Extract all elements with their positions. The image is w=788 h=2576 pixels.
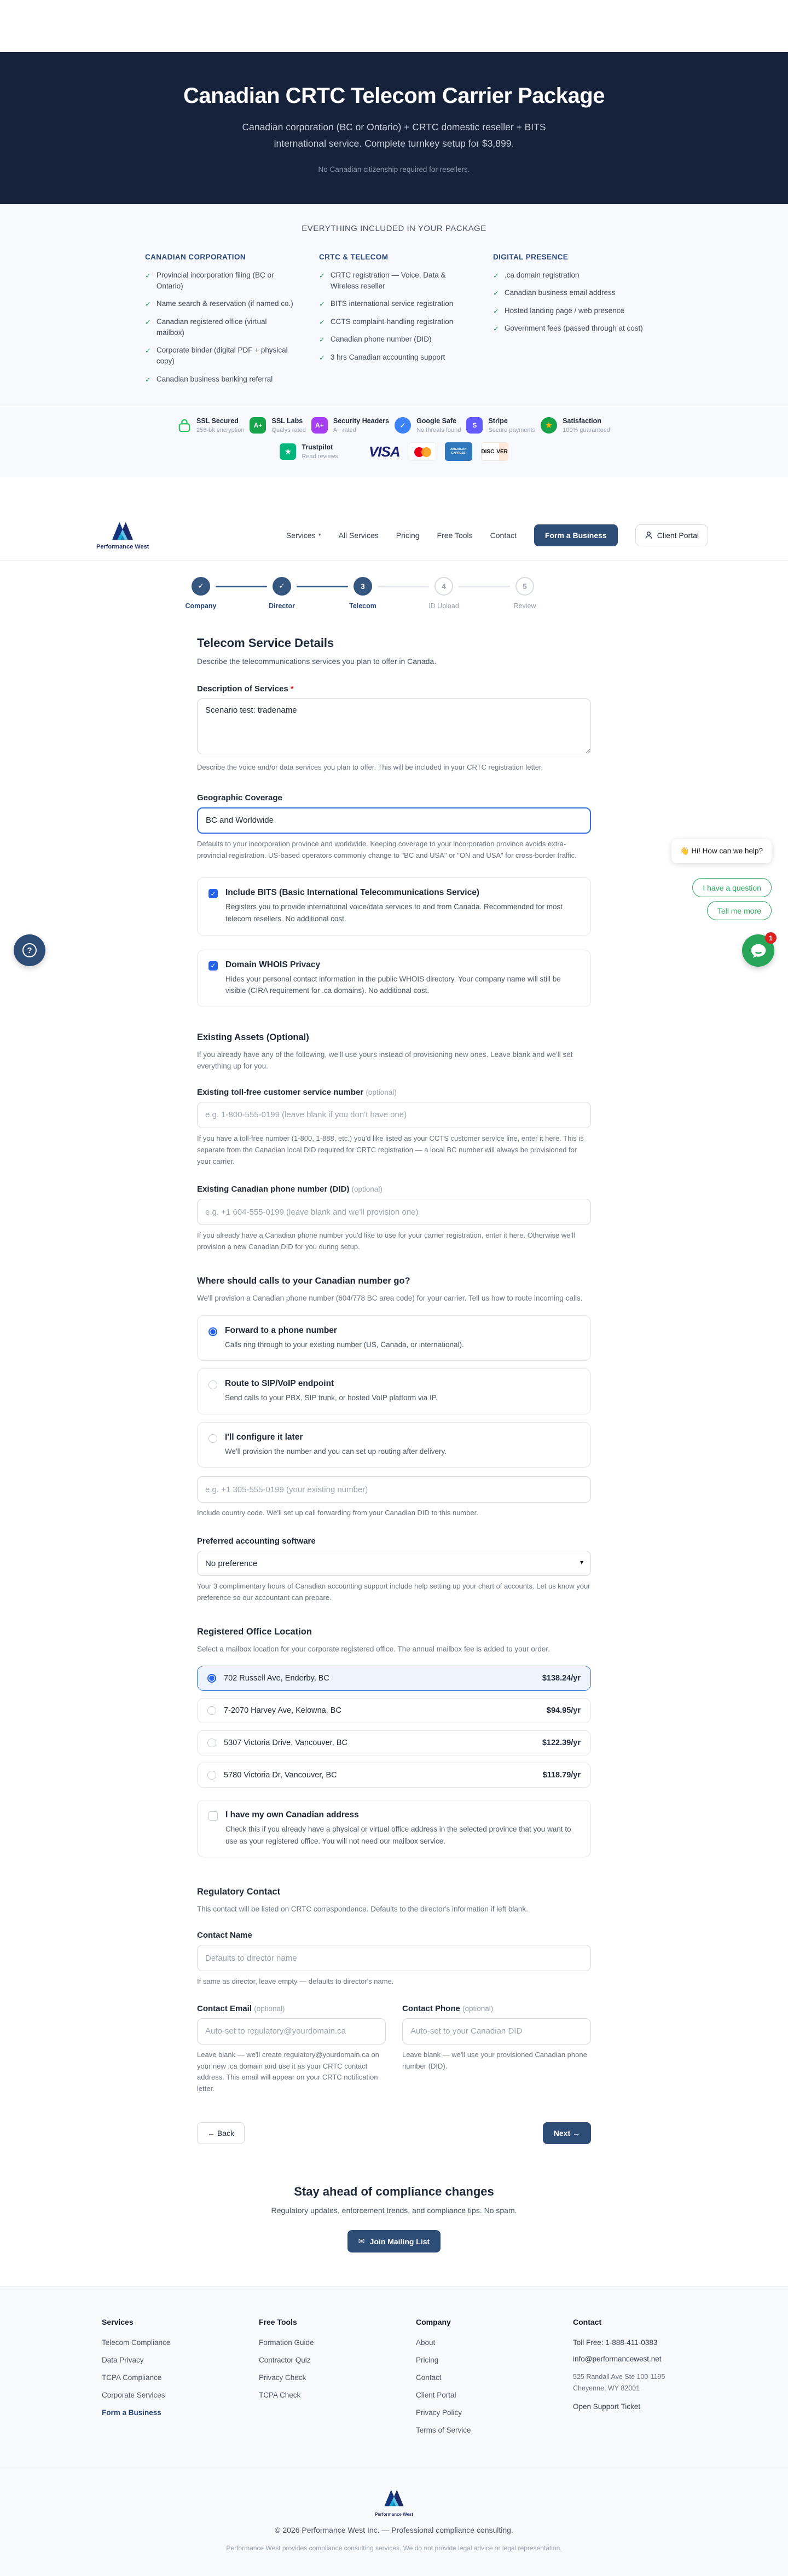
package-item bbox=[493, 305, 643, 317]
mailing-title: Stay ahead of compliance changes bbox=[294, 2185, 494, 2199]
office-address: 5780 Victoria Dr, Vancouver, BC bbox=[224, 1771, 337, 1780]
office-option-vancouver-2[interactable] bbox=[197, 1763, 591, 1788]
regulatory-title: Regulatory Contact bbox=[197, 1887, 281, 1897]
routing-option-sip[interactable] bbox=[197, 1368, 591, 1414]
chat-bubble-icon bbox=[750, 942, 767, 960]
footer-disclaimer: Performance West provides compliance consulting services. We do not provide legal advice or legal representation. bbox=[226, 2544, 562, 2552]
package-item bbox=[145, 298, 295, 310]
form-subtitle: Describe the telecommunications services you plan to offer in Canada. bbox=[197, 657, 437, 666]
office-title: Registered Office Location bbox=[197, 1626, 312, 1637]
discover-text: DISC bbox=[481, 448, 495, 455]
footer-link-data-privacy[interactable]: Data Privacy bbox=[102, 2356, 144, 2365]
office-price: $118.79/yr bbox=[542, 1771, 581, 1780]
contact-email-label: Contact Email (optional) bbox=[197, 2003, 285, 2013]
package-item-label: 3 hrs Canadian accounting support bbox=[330, 353, 445, 361]
forward-number-helper: Include country code. We'll set up call forwarding from your Canadian DID to this number. bbox=[197, 1509, 478, 1517]
badge-title: Satisfaction bbox=[563, 417, 601, 425]
mountain-logo-icon bbox=[110, 520, 135, 542]
package-item-label: Corporate binder (digital PDF + physical copy) bbox=[156, 346, 288, 366]
footer-column-company bbox=[394, 2318, 551, 2444]
radio-icon[interactable] bbox=[207, 1771, 216, 1780]
package-item-label: CCTS complaint-handling registration bbox=[330, 317, 454, 326]
bits-label: Include BITS (Basic International Telecommunications Service) bbox=[225, 888, 479, 898]
contact-phone-helper: Leave blank — we'll use your provisioned Canadian phone number (DID). bbox=[402, 2050, 587, 2070]
amex-logo: AMERICAN EXPRESS bbox=[445, 442, 472, 461]
check-icon: ✓ bbox=[145, 271, 151, 280]
badge-security-headers bbox=[311, 417, 389, 434]
hero-subtitle: Canadian corporation (BC or Ontario) + CRTC domestic reseller + BITS international service. Complete turnkey setup for $3,899. bbox=[242, 122, 546, 149]
radio-icon[interactable] bbox=[208, 1434, 217, 1443]
package-item-label: .ca domain registration bbox=[504, 270, 580, 279]
radio-icon[interactable] bbox=[208, 1381, 217, 1389]
assets-subtitle: If you already have any of the following, we'll use yours instead of provisioning new ones. Leave blank and we'll set everything up for you. bbox=[197, 1050, 573, 1071]
nav-item-pricing[interactable] bbox=[396, 531, 420, 540]
package-column-telecom bbox=[319, 253, 469, 392]
package-item-label: CRTC registration — Voice, Data & Wireless reseller bbox=[330, 270, 446, 290]
grade-icon: A+ bbox=[250, 417, 266, 434]
package-item bbox=[319, 298, 469, 310]
whois-checkbox-card[interactable] bbox=[197, 950, 591, 1007]
checkbox-checked-icon[interactable]: ✓ bbox=[208, 961, 218, 971]
package-item bbox=[319, 352, 469, 363]
footer-support-ticket-link[interactable]: Open Support Ticket bbox=[573, 2402, 641, 2411]
badge-title: SSL Labs bbox=[271, 417, 303, 425]
nav-item-label: Pricing bbox=[396, 530, 420, 540]
badge-google-safe bbox=[395, 417, 461, 434]
nav-item-label: Services bbox=[286, 530, 316, 540]
check-icon: ✓ bbox=[493, 289, 499, 297]
nav-item-label: Free Tools bbox=[437, 530, 473, 540]
package-item bbox=[145, 374, 295, 385]
step-review[interactable] bbox=[515, 577, 596, 611]
step-company[interactable] bbox=[185, 577, 273, 611]
package-item bbox=[493, 287, 643, 299]
mail-icon: ✉ bbox=[358, 2237, 365, 2246]
optional-tag: (optional) bbox=[351, 1185, 383, 1194]
contact-name-label: Contact Name bbox=[197, 1931, 252, 1940]
routing-option-desc: We'll provision the number and you can set up routing after delivery. bbox=[225, 1447, 447, 1456]
select-chevron-icon: ▾ bbox=[580, 1558, 583, 1567]
footer-link-tcpa-check[interactable]: TCPA Check bbox=[259, 2391, 301, 2400]
bits-checkbox-card[interactable] bbox=[197, 877, 591, 935]
contact-phone-input[interactable] bbox=[402, 2018, 591, 2044]
package-item bbox=[319, 270, 469, 292]
radio-icon[interactable] bbox=[207, 1738, 216, 1747]
office-address: 702 Russell Ave, Enderby, BC bbox=[224, 1674, 329, 1683]
footer-link-privacy-policy[interactable]: Privacy Policy bbox=[416, 2408, 462, 2417]
footer-column-title: Company bbox=[416, 2318, 451, 2327]
footer-link-pricing[interactable]: Pricing bbox=[416, 2356, 439, 2365]
check-icon: ✓ bbox=[319, 271, 325, 280]
package-column-digital bbox=[493, 253, 643, 392]
star-icon: ★ bbox=[541, 417, 557, 434]
check-icon: ✓ bbox=[395, 417, 411, 434]
footer-column-title: Contact bbox=[573, 2318, 602, 2327]
footer-address-line1: 525 Randall Ave Ste 100-1195 bbox=[573, 2373, 665, 2381]
contact-email-helper: Leave blank — we'll create regulatory@yourdomain.ca on your new .ca domain and use it as your CRTC contact address. This email will appear on your CRTC notification letter. bbox=[197, 2050, 379, 2093]
badge-subtitle: Qualys rated bbox=[271, 427, 306, 434]
page-title: Canadian CRTC Telecom Carrier Package bbox=[183, 84, 605, 108]
radio-selected-icon[interactable] bbox=[207, 1674, 216, 1683]
description-label: Description of Services * bbox=[197, 684, 294, 694]
join-mailing-list-label: Join Mailing List bbox=[369, 2237, 430, 2246]
description-helper: Describe the voice and/or data services you plan to offer. This will be included in your CRTC registration letter. bbox=[197, 763, 543, 771]
badge-stripe bbox=[466, 417, 535, 434]
office-option-enderby[interactable] bbox=[197, 1666, 591, 1691]
check-icon: ✓ bbox=[145, 375, 151, 384]
footer-address-line2: Cheyenne, WY 82001 bbox=[573, 2384, 640, 2392]
package-item bbox=[145, 270, 295, 292]
step-label: ID Upload bbox=[428, 602, 459, 610]
back-button[interactable]: ← Back bbox=[197, 2122, 245, 2144]
lock-icon bbox=[178, 418, 191, 433]
step-number: 5 bbox=[515, 577, 534, 596]
package-item-label: Government fees (passed through at cost) bbox=[504, 324, 643, 332]
footer-link-telecom-compliance[interactable]: Telecom Compliance bbox=[102, 2338, 171, 2347]
navbar bbox=[0, 510, 788, 561]
footer-link-form-a-business[interactable]: Form a Business bbox=[102, 2408, 161, 2417]
trust-badge-strip bbox=[0, 406, 788, 477]
form-a-business-button[interactable]: Form a Business bbox=[534, 524, 618, 546]
nav-item-services[interactable] bbox=[286, 531, 321, 540]
routing-option-forward[interactable] bbox=[197, 1315, 591, 1361]
package-column-title: DIGITAL PRESENCE bbox=[493, 252, 569, 261]
check-icon: ✓ bbox=[145, 300, 151, 308]
check-icon: ✓ bbox=[319, 317, 325, 326]
package-column-corporation bbox=[145, 253, 295, 392]
step-number: 4 bbox=[434, 577, 453, 596]
accounting-selected-value: No preference bbox=[197, 1551, 591, 1576]
description-textarea[interactable] bbox=[197, 698, 591, 754]
office-price: $122.39/yr bbox=[542, 1738, 581, 1748]
tollfree-helper: If you have a toll-free number (1-800, 1-888, etc.) you'd like listed as your CCTS customer service line, enter it here. This is separate from the Canadian local DID required for CRTC registration — a local BC number will always be provisioned for your carrier. bbox=[197, 1134, 584, 1165]
step-id-upload[interactable] bbox=[428, 577, 515, 611]
badge-ssl-labs bbox=[250, 417, 305, 434]
badge-title: Trustpilot bbox=[302, 443, 333, 451]
geographic-input[interactable] bbox=[197, 807, 591, 834]
package-item bbox=[493, 323, 643, 334]
own-address-desc: Check this if you already have a physical or virtual office address in the selected province that you want to use as your registered office. You will not need our mailbox service. bbox=[225, 1825, 571, 1845]
package-item-label: Canadian business banking referral bbox=[156, 374, 273, 383]
nav-item-all-services[interactable] bbox=[339, 531, 379, 540]
discover-text: VER bbox=[496, 448, 508, 455]
check-icon: ✓ bbox=[493, 271, 499, 280]
check-icon: ✓ bbox=[145, 317, 151, 326]
assets-title: Existing Assets (Optional) bbox=[197, 1032, 309, 1042]
optional-tag: (optional) bbox=[254, 2004, 285, 2013]
nav-item-contact[interactable] bbox=[490, 531, 517, 540]
footer-link-formation-guide[interactable]: Formation Guide bbox=[259, 2338, 314, 2347]
help-fab-button[interactable] bbox=[14, 934, 45, 966]
client-portal-button[interactable] bbox=[635, 524, 708, 546]
step-director[interactable] bbox=[269, 577, 354, 611]
footer-column-free-tools bbox=[237, 2318, 394, 2444]
footer-link-about[interactable]: About bbox=[416, 2338, 436, 2347]
footer bbox=[0, 2286, 788, 2576]
visa-logo: VISA bbox=[368, 443, 400, 460]
brand-logo[interactable] bbox=[96, 520, 149, 550]
optional-tag: (optional) bbox=[462, 2004, 494, 2013]
check-icon: ✓ bbox=[319, 353, 325, 362]
routing-title: Where should calls to your Canadian number go? bbox=[197, 1275, 410, 1286]
step-number: 3 bbox=[354, 577, 372, 596]
stripe-icon: S bbox=[466, 417, 483, 434]
footer-email[interactable]: info@performancewest.net bbox=[573, 2355, 662, 2364]
forward-number-input[interactable] bbox=[197, 1476, 591, 1503]
next-button[interactable]: Next → bbox=[543, 2122, 591, 2144]
bits-desc: Registers you to provide international voice/data services to and from Canada. Recommended for most telecom resellers. No additional cost. bbox=[225, 903, 563, 923]
routing-option-label: I'll configure it later bbox=[225, 1432, 303, 1442]
step-check-icon: ✓ bbox=[192, 577, 210, 596]
package-item-label: Canadian phone number (DID) bbox=[330, 335, 432, 343]
badge-satisfaction bbox=[541, 417, 610, 434]
office-address: 5307 Victoria Drive, Vancouver, BC bbox=[224, 1738, 347, 1748]
contact-email-field bbox=[197, 2004, 386, 2095]
office-option-kelowna[interactable] bbox=[197, 1698, 591, 1723]
package-column-title: CRTC & TELECOM bbox=[319, 252, 389, 261]
routing-option-label: Route to SIP/VoIP endpoint bbox=[225, 1379, 334, 1389]
did-input[interactable] bbox=[197, 1199, 591, 1225]
discover-logo bbox=[481, 442, 508, 461]
contact-name-input[interactable] bbox=[197, 1945, 591, 1971]
package-item-label: Provincial incorporation filing (BC or Ontario) bbox=[156, 270, 274, 290]
footer-column-contact bbox=[551, 2318, 708, 2444]
chat-quick-reply-question[interactable]: I have a question bbox=[692, 878, 772, 897]
routing-option-later[interactable] bbox=[197, 1422, 591, 1468]
footer-phone[interactable]: Toll Free: 1-888-411-0383 bbox=[573, 2338, 658, 2347]
footer-logo-icon bbox=[383, 2488, 405, 2508]
did-helper: If you already have a Canadian phone number you'd like to use for your carrier registration, enter it here. Otherwise we'll provision a new Canadian DID for you during setup. bbox=[197, 1231, 575, 1251]
tollfree-label: Existing toll-free customer service number (optional) bbox=[197, 1087, 397, 1097]
package-item-label: BITS international service registration bbox=[330, 299, 454, 308]
footer-link-client-portal[interactable]: Client Portal bbox=[416, 2391, 456, 2400]
accounting-label: Preferred accounting software bbox=[197, 1537, 316, 1546]
footer-copyright: © 2026 Performance West Inc. — Professional compliance consulting. bbox=[275, 2526, 513, 2535]
office-subtitle: Select a mailbox location for your corporate registered office. The annual mailbox fee is added to your order. bbox=[197, 1644, 550, 1653]
footer-column-services bbox=[80, 2318, 237, 2444]
own-address-checkbox-card[interactable] bbox=[197, 1800, 591, 1857]
badge-subtitle: Secure payments bbox=[488, 427, 536, 434]
step-label: Company bbox=[185, 602, 217, 610]
badge-subtitle: No threats found bbox=[416, 427, 461, 434]
routing-subtitle: We'll provision a Canadian phone number (604/778 BC area code) for your carrier. Tell us how to route incoming calls. bbox=[197, 1293, 583, 1302]
nav-item-free-tools[interactable] bbox=[437, 531, 473, 540]
badge-subtitle: Read reviews bbox=[302, 453, 338, 460]
badge-subtitle: 256-bit encryption bbox=[196, 427, 245, 434]
nav-item-label: All Services bbox=[338, 530, 379, 540]
step-label: Telecom bbox=[349, 602, 376, 610]
package-heading: EVERYTHING INCLUDED IN YOUR PACKAGE bbox=[302, 223, 486, 233]
package-item bbox=[493, 270, 643, 281]
badge-ssl-secured bbox=[178, 417, 244, 434]
trustpilot-star-icon: ★ bbox=[280, 443, 296, 460]
nav-item-label: Contact bbox=[490, 530, 517, 540]
package-item-label: Canadian business email address bbox=[504, 288, 616, 297]
join-mailing-list-button[interactable] bbox=[347, 2230, 441, 2252]
regulatory-subtitle: This contact will be listed on CRTC correspondence. Defaults to the director's information if left blank. bbox=[197, 1905, 528, 1914]
step-label: Review bbox=[513, 602, 536, 610]
footer-link-tcpa-compliance[interactable]: TCPA Compliance bbox=[102, 2373, 162, 2382]
grade-icon: A+ bbox=[311, 417, 328, 434]
office-price: $94.95/yr bbox=[546, 1706, 581, 1716]
footer-bottom bbox=[0, 2469, 788, 2576]
footer-link-contractor-quiz[interactable]: Contractor Quiz bbox=[259, 2356, 311, 2365]
badge-title: Stripe bbox=[488, 417, 508, 425]
check-icon: ✓ bbox=[319, 300, 325, 308]
mastercard-logo bbox=[409, 442, 436, 461]
package-section bbox=[0, 204, 788, 478]
step-telecom[interactable] bbox=[349, 577, 434, 611]
routing-option-desc: Send calls to your PBX, SIP trunk, or hosted VoIP platform via IP. bbox=[225, 1394, 438, 1402]
routing-option-desc: Calls ring through to your existing number (US, Canada, or international). bbox=[225, 1340, 464, 1349]
contact-email-input[interactable] bbox=[197, 2018, 386, 2044]
radio-icon[interactable] bbox=[207, 1706, 216, 1715]
chat-greeting-bubble[interactable]: 👋 Hi! How can we help? bbox=[671, 839, 772, 863]
mailing-subtitle: Regulatory updates, enforcement trends, and compliance tips. No spam. bbox=[271, 2206, 517, 2215]
person-icon bbox=[645, 531, 653, 539]
step-label: Director bbox=[269, 602, 295, 610]
accounting-select[interactable] bbox=[197, 1551, 591, 1576]
check-icon: ✓ bbox=[493, 325, 499, 333]
footer-link-contact[interactable]: Contact bbox=[416, 2373, 442, 2382]
chat-quick-reply-more[interactable]: Tell me more bbox=[707, 901, 772, 920]
package-item-label: Canadian registered office (virtual mailbox) bbox=[156, 317, 267, 337]
badge-title: Google Safe bbox=[416, 417, 456, 425]
badge-subtitle: 100% guaranteed bbox=[563, 427, 610, 434]
form-title: Telecom Service Details bbox=[197, 636, 334, 650]
package-item bbox=[145, 316, 295, 339]
question-mark-icon: ? bbox=[22, 943, 37, 957]
geographic-helper: Defaults to your incorporation province and worldwide. Keeping coverage to your incorporation province avoids extra-provincial registration. US-based operators commonly change to "BC and USA" or "ON and USA" for cross-border traffic. bbox=[197, 839, 577, 859]
contact-phone-label: Contact Phone (optional) bbox=[402, 2003, 494, 2013]
chevron-down-icon: ▾ bbox=[318, 532, 321, 538]
chat-unread-badge: 1 bbox=[765, 932, 777, 944]
did-label: Existing Canadian phone number (DID) (optional) bbox=[197, 1185, 383, 1194]
badge-title: SSL Secured bbox=[196, 417, 239, 425]
contact-phone-field bbox=[402, 2004, 591, 2095]
footer-link-terms[interactable]: Terms of Service bbox=[416, 2426, 471, 2435]
checkbox-checked-icon[interactable]: ✓ bbox=[208, 889, 218, 898]
required-asterisk: * bbox=[290, 684, 294, 694]
progress-stepper bbox=[185, 577, 596, 611]
footer-column-title: Free Tools bbox=[259, 2318, 297, 2327]
tollfree-input[interactable] bbox=[197, 1102, 591, 1128]
badge-subtitle: A+ rated bbox=[333, 427, 356, 434]
radio-selected-icon[interactable] bbox=[208, 1327, 217, 1336]
client-portal-label: Client Portal bbox=[657, 530, 699, 540]
check-icon: ✓ bbox=[145, 346, 151, 355]
footer-column-title: Services bbox=[102, 2318, 134, 2327]
checkbox-icon[interactable] bbox=[208, 1811, 218, 1821]
footer-link-corporate-services[interactable]: Corporate Services bbox=[102, 2391, 165, 2400]
own-address-label: I have my own Canadian address bbox=[225, 1810, 359, 1820]
footer-link-privacy-check[interactable]: Privacy Check bbox=[259, 2373, 306, 2382]
footer-brand-name: Performance West bbox=[374, 2512, 414, 2517]
package-item bbox=[319, 316, 469, 328]
whois-desc: Hides your personal contact information in the public WHOIS directory. Your company name will still be visible (CIRA requirement for .ca domains). No additional cost. bbox=[225, 974, 561, 995]
check-icon: ✓ bbox=[319, 336, 325, 344]
package-item-label: Hosted landing page / web presence bbox=[504, 306, 625, 315]
office-price: $138.24/yr bbox=[542, 1674, 581, 1683]
step-check-icon: ✓ bbox=[273, 577, 291, 596]
package-item bbox=[145, 345, 295, 367]
optional-tag: (optional) bbox=[366, 1088, 397, 1096]
contact-name-helper: If same as director, leave empty — defaults to director's name. bbox=[197, 1977, 394, 1986]
badge-trustpilot[interactable] bbox=[280, 443, 338, 460]
package-item bbox=[319, 334, 469, 345]
routing-option-label: Forward to a phone number bbox=[225, 1325, 337, 1335]
hero-note: No Canadian citizenship required for resellers. bbox=[318, 165, 470, 174]
top-strip bbox=[0, 0, 788, 52]
mailing-section bbox=[0, 2144, 788, 2286]
accounting-helper: Your 3 complimentary hours of Canadian accounting support include help setting up your chart of accounts. Let us know your preference so our accountant can prepare. bbox=[197, 1582, 590, 1602]
telecom-form bbox=[197, 636, 591, 2144]
package-item-label: Name search & reservation (if named co.) bbox=[156, 299, 293, 308]
geographic-label: Geographic Coverage bbox=[197, 793, 282, 802]
package-column-title: CANADIAN CORPORATION bbox=[145, 252, 246, 261]
office-address: 7-2070 Harvey Ave, Kelowna, BC bbox=[224, 1706, 341, 1716]
check-icon: ✓ bbox=[493, 307, 499, 315]
badge-title: Security Headers bbox=[333, 417, 390, 425]
hero-banner bbox=[0, 52, 788, 204]
brand-name: Performance West bbox=[96, 544, 149, 550]
whois-label: Domain WHOIS Privacy bbox=[225, 960, 321, 969]
office-option-vancouver-1[interactable] bbox=[197, 1730, 591, 1755]
